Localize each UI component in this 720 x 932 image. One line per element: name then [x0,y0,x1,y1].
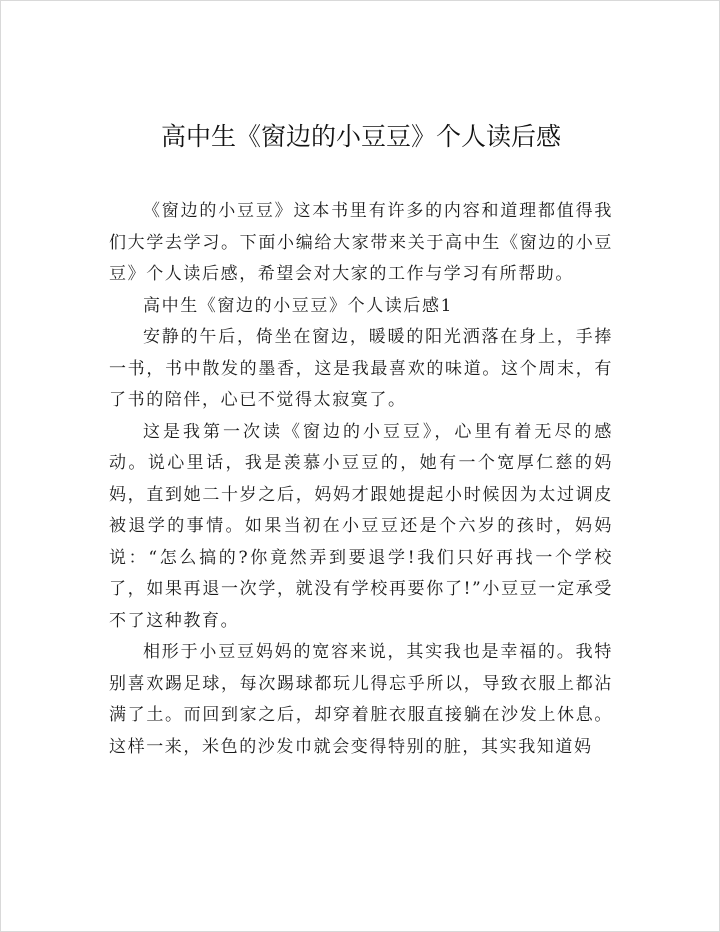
document-body [109,196,613,763]
document-title: 高中生《窗边的小豆豆》个人读后感 [160,122,561,151]
paragraph: 这是我第一次读《窗边的小豆豆》，心里有着无尽的感动。说心里话，我是羡慕小豆豆的，她有一个宽厚仁慈的妈妈，直到她二十岁之后，妈妈才跟她提起小时候因为太过调皮被退学的事情。如果当初在小豆豆还是个六岁的孩时，妈妈说：“怎么搞的?你竟然弄到要退学!我们只好再找一个学校了，如果再退一次学，就没有学校再要你了!”小豆豆一定承受不了这种教育。 [109,421,613,631]
paragraph: 相形于小豆豆妈妈的宽容来说，其实我也是幸福的。我特别喜欢踢足球，每次踢球都玩儿得忘乎所以，导致衣服上都沾满了土。而回到家之后，却穿着脏衣服直接躺在沙发上休息。这样一来，米色的沙发巾就会变得特别的脏，其实我知道妈 [109,642,613,757]
paragraph: 安静的午后，倚坐在窗边，暖暖的阳光洒落在身上，手捧一书，书中散发的墨香，这是我最喜欢的味道。这个周末，有了书的陪伴，心已不觉得太寂寞了。 [109,327,613,410]
paragraph-intro: 《窗边的小豆豆》这本书里有许多的内容和道理都值得我们大学去学习。下面小编给大家带来关于高中生《窗边的小豆豆》个人读后感，希望会对大家的工作与学习有所帮助。 [109,201,613,284]
section-heading: 高中生《窗边的小豆豆》个人读后感1 [143,295,454,316]
